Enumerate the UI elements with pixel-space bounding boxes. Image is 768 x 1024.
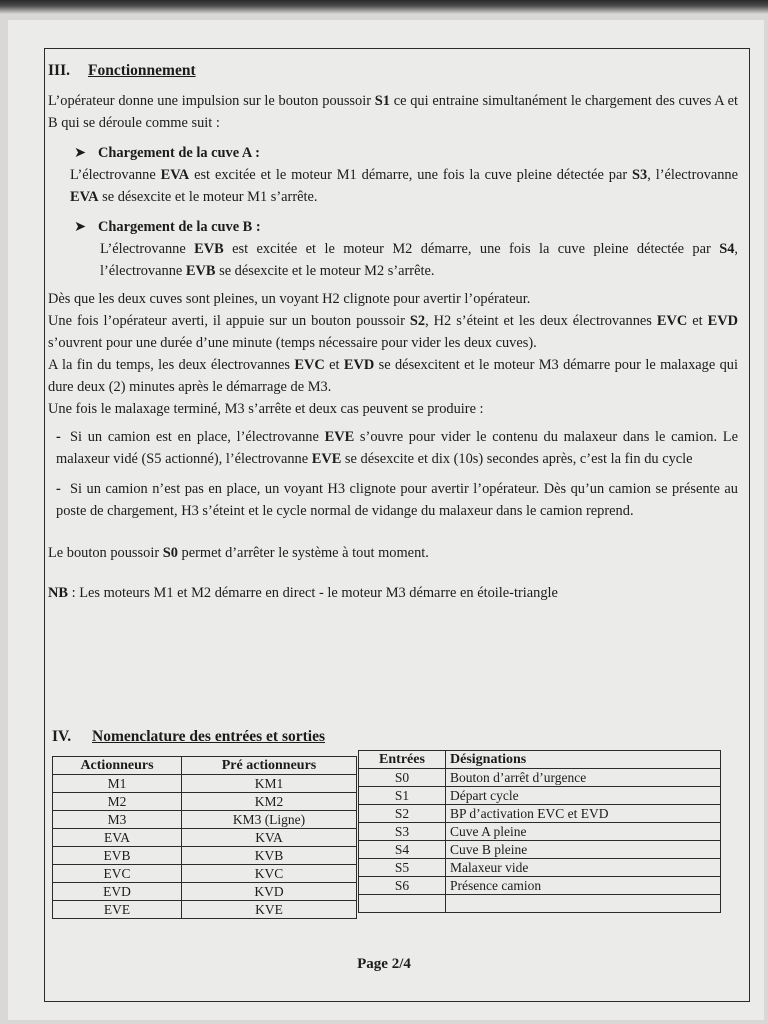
page-number: Page 2/4 (357, 956, 411, 972)
table-cell: EVB (53, 847, 182, 865)
cuve-a-text: L’électrovanne EVA est excitée et le moteur M1 démarre, une fois la cuve pleine détectée par S3, l’électrovanne EVA se désexcite et le moteur M1 s’arrête. (70, 167, 738, 205)
table-cell: KVB (182, 847, 357, 865)
section-3-title: Fonctionnement (88, 62, 196, 79)
arrow-bullet-icon: ➤ (74, 219, 87, 235)
cuve-a-heading (74, 142, 738, 164)
case-2-text: Si un camion n’est pas en place, un voyant H3 clignote pour avertir l’opérateur. Dès qu’un camion se présente au poste de chargement, H3 s’éteint et le cycle normal de vidange du malaxeur dans le camion reprend. (56, 481, 738, 519)
actuators-header-row (53, 757, 357, 775)
table-cell: EVD (53, 883, 182, 901)
table-cell: Malaxeur vide (446, 859, 721, 877)
section-4-number: IV. (52, 728, 72, 745)
table-header: Désignations (446, 751, 721, 769)
cuve-b-text: L’électrovanne EVB est excitée et le moteur M2 démarre, une fois la cuve pleine détectée par S4, l’électrovanne EVB se désexcite et le moteur M2 s’arrête. (100, 241, 738, 279)
table-row (359, 859, 721, 877)
table-row (359, 805, 721, 823)
table-header: Pré actionneurs (182, 757, 357, 775)
table-row (53, 829, 357, 847)
table-cell: KVD (182, 883, 357, 901)
table-cell: S0 (359, 769, 446, 787)
table-cell (446, 895, 721, 913)
table-cell: M1 (53, 775, 182, 793)
intro-paragraph: L’opérateur donne une impulsion sur le bouton poussoir S1 ce qui entraine simultanément le chargement des cuves A et B qui se déroule comme suit : (48, 93, 738, 131)
table-row (359, 877, 721, 895)
actuators-table (52, 756, 357, 919)
cuve-a-heading-text: Chargement de la cuve A : (98, 145, 260, 161)
table-row (53, 847, 357, 865)
table-row (53, 775, 357, 793)
table-cell: S5 (359, 859, 446, 877)
table-cell: Cuve A pleine (446, 823, 721, 841)
table-cell: KM3 (Ligne) (182, 811, 357, 829)
table-cell: Départ cycle (446, 787, 721, 805)
case-2 (56, 478, 738, 522)
table-cell: BP d’activation EVC et EVD (446, 805, 721, 823)
arrow-bullet-icon: ➤ (74, 145, 87, 161)
table-cell: S3 (359, 823, 446, 841)
table-row (53, 883, 357, 901)
cuve-b-heading (74, 216, 738, 238)
table-row (53, 793, 357, 811)
paragraph-h2: Dès que les deux cuves sont pleines, un voyant H2 clignote pour avertir l’opérateur. (48, 291, 531, 307)
dash-bullet: - (56, 481, 61, 497)
table-row (53, 865, 357, 883)
table-row (359, 823, 721, 841)
table-cell (359, 895, 446, 913)
inputs-table (358, 750, 721, 913)
table-cell: M2 (53, 793, 182, 811)
table-header: Entrées (359, 751, 446, 769)
table-row (53, 901, 357, 919)
paragraph-malaxage: Une fois le malaxage terminé, M3 s’arrête et deux cas peuvent se produire : (48, 401, 484, 417)
paragraph-m3: A la fin du temps, les deux électrovannes EVC et EVD se désexcitent et le moteur M3 démarre pour le malaxage qui dure deux (2) minutes après le démarrage de M3. (48, 357, 738, 395)
section-3-heading (48, 60, 738, 82)
table-cell: Bouton d’arrêt d’urgence (446, 769, 721, 787)
table-header: Actionneurs (53, 757, 182, 775)
stop-paragraph: Le bouton poussoir S0 permet d’arrêter le système à tout moment. (48, 545, 429, 561)
inputs-header-row (359, 751, 721, 769)
section-3 (48, 60, 738, 604)
table-row (359, 895, 721, 913)
table-cell: S4 (359, 841, 446, 859)
table-cell: KVA (182, 829, 357, 847)
table-row (359, 841, 721, 859)
table-cell: EVC (53, 865, 182, 883)
section-4-title: Nomenclature des entrées et sorties (92, 728, 325, 745)
paragraph-s2: Une fois l’opérateur averti, il appuie sur un bouton poussoir S2, H2 s’éteint et les deux électrovannes EVC et EVD s’ouvrent pour une durée d’une minute (temps nécessaire pour vider les deux cuves). (48, 313, 738, 351)
table-cell: KM2 (182, 793, 357, 811)
table-cell: EVE (53, 901, 182, 919)
table-cell: KVC (182, 865, 357, 883)
table-row (359, 787, 721, 805)
top-shadow (0, 0, 768, 14)
table-cell: KVE (182, 901, 357, 919)
table-cell: KM1 (182, 775, 357, 793)
table-cell: M3 (53, 811, 182, 829)
cuve-b-heading-text: Chargement de la cuve B : (98, 219, 261, 235)
dash-bullet: - (56, 429, 61, 445)
section-3-number: III. (48, 62, 70, 79)
nb-paragraph: NB : Les moteurs M1 et M2 démarre en direct - le moteur M3 démarre en étoile-triangle (48, 585, 558, 601)
table-cell: S2 (359, 805, 446, 823)
table-row (53, 811, 357, 829)
table-row (359, 769, 721, 787)
table-cell: Présence camion (446, 877, 721, 895)
case-1: - Si un camion est en place, l’électrovanne EVE s’ouvre pour vider le contenu du malaxeur dans le camion. Le malaxeur vidé (S5 actionné), l’électrovanne EVE se désexcite et dix (10s) secondes après, c’est la fin du cycle (56, 426, 738, 470)
table-cell: Cuve B pleine (446, 841, 721, 859)
table-cell: S1 (359, 787, 446, 805)
table-cell: EVA (53, 829, 182, 847)
section-4-heading (52, 728, 325, 746)
table-cell: S6 (359, 877, 446, 895)
